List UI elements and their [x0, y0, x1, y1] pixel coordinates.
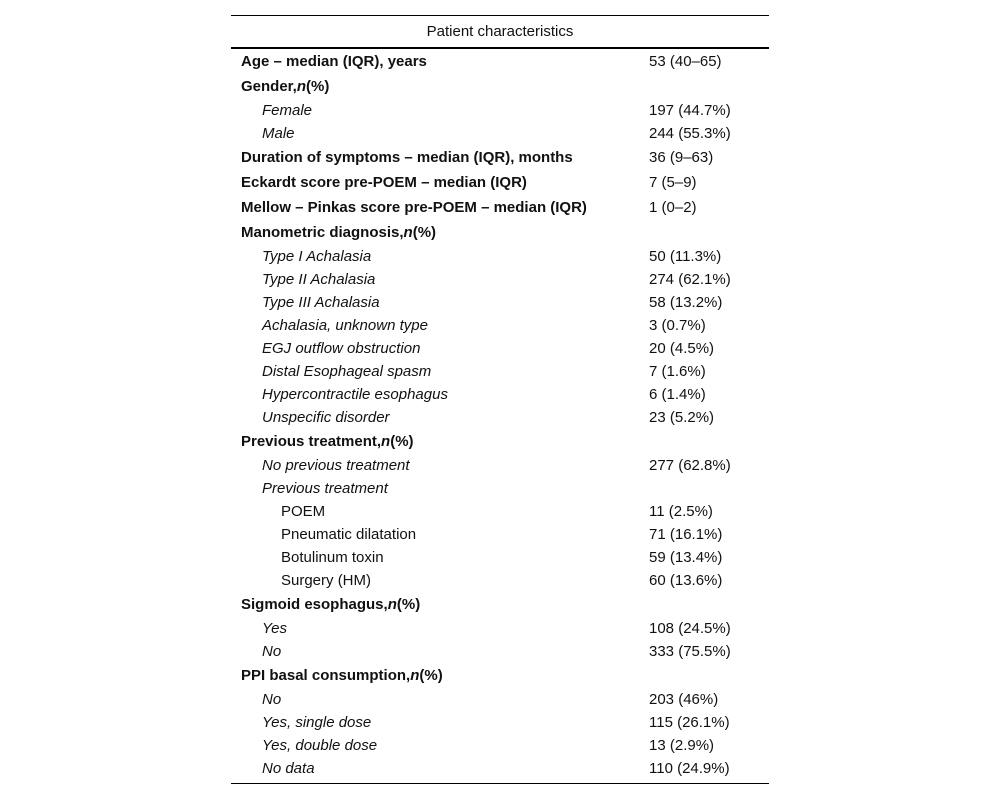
row-label: Type I Achalasia [262, 248, 372, 265]
row-label: No [262, 643, 282, 660]
row-label [231, 429, 649, 454]
row-value: 244 (55.3%) [649, 125, 731, 142]
table-row [231, 757, 769, 780]
table-row [231, 569, 769, 592]
row-value: 59 (13.4%) [649, 549, 723, 566]
row-label-suffix: (%) [396, 596, 421, 613]
row-value: 13 (2.9%) [649, 737, 715, 754]
row-label: Female [262, 102, 313, 119]
row-label-suffix: (%) [390, 433, 414, 450]
row-label: Age – median (IQR), years [241, 53, 427, 70]
row-label: POEM [281, 503, 326, 520]
table-row [231, 74, 769, 99]
row-label: EGJ outflow obstruction [262, 340, 421, 357]
table-row [231, 195, 769, 220]
row-value: 23 (5.2%) [649, 409, 715, 426]
row-label: Type III Achalasia [262, 294, 380, 311]
row-label: Mellow – Pinkas score pre-POEM – median (IQR) [241, 199, 587, 216]
table-row [231, 360, 769, 383]
table-caption: Patient characteristics [231, 16, 769, 49]
table-row [231, 314, 769, 337]
row-value [649, 592, 769, 617]
row-value: 53 (40–65) [649, 53, 722, 70]
table-row [231, 99, 769, 122]
row-value: 108 (24.5%) [649, 620, 731, 637]
row-label: Botulinum toxin [281, 549, 384, 566]
row-value: 36 (9–63) [649, 149, 714, 166]
row-label: Yes, single dose [262, 714, 372, 731]
row-value: 6 (1.4%) [649, 386, 706, 403]
row-label: Surgery (HM) [281, 572, 372, 589]
row-value: 11 (2.5%) [649, 503, 713, 520]
table-row [231, 291, 769, 314]
row-label-n: n [381, 433, 391, 450]
table-row [231, 429, 769, 454]
row-value: 1 (0–2) [649, 199, 697, 216]
row-label-suffix: (%) [306, 78, 330, 95]
row-value: 110 (24.9%) [649, 760, 730, 777]
row-label: No data [262, 760, 315, 777]
table-row [231, 500, 769, 523]
table-row [231, 640, 769, 663]
table-row [231, 523, 769, 546]
table-rows [231, 49, 769, 780]
row-value [649, 477, 769, 500]
row-label: Achalasia, unknown type [262, 317, 428, 334]
table-row [231, 406, 769, 429]
row-value: 60 (13.6%) [649, 572, 723, 589]
row-value: 3 (0.7%) [649, 317, 706, 334]
row-label-text: Gender, [241, 78, 297, 95]
row-label: Male [262, 125, 295, 142]
table-row [231, 617, 769, 640]
row-value: 58 (13.2%) [649, 294, 723, 311]
row-label [231, 592, 649, 617]
table-row [231, 546, 769, 569]
row-value: 203 (46%) [649, 691, 719, 708]
row-label-n: n [387, 596, 397, 613]
table-row [231, 245, 769, 268]
table-row [231, 663, 769, 688]
table-row [231, 383, 769, 406]
table-row [231, 337, 769, 360]
row-value [649, 429, 769, 454]
row-label: Duration of symptoms – median (IQR), months [241, 149, 573, 166]
row-value: 7 (1.6%) [649, 363, 706, 380]
row-label-text: Manometric diagnosis, [241, 224, 404, 241]
row-label: Hypercontractile esophagus [262, 386, 448, 403]
row-label: Unspecific disorder [262, 409, 390, 426]
row-value: 20 (4.5%) [649, 340, 715, 357]
row-label: Distal Esophageal spasm [262, 363, 432, 380]
row-value [649, 220, 769, 245]
row-label: No previous treatment [262, 457, 410, 474]
row-value: 333 (75.5%) [649, 643, 731, 660]
table-row [231, 477, 769, 500]
row-label [231, 663, 649, 688]
row-label: No [262, 691, 282, 708]
row-label-suffix: (%) [412, 224, 437, 241]
row-label [231, 74, 649, 99]
row-value [649, 663, 769, 688]
table-row [231, 711, 769, 734]
table-body [231, 49, 769, 780]
row-value: 71 (16.1%) [649, 526, 723, 543]
row-value: 197 (44.7%) [649, 102, 731, 119]
row-label: Yes [262, 620, 288, 637]
row-label-n: n [403, 224, 413, 241]
table-row [231, 220, 769, 245]
row-label-n: n [296, 78, 307, 95]
row-value [649, 74, 769, 99]
row-label-text: PPI basal consumption, [241, 667, 411, 684]
row-label-n: n [410, 667, 420, 684]
table-row [231, 122, 769, 145]
table-row [231, 49, 769, 74]
table-row [231, 268, 769, 291]
row-label-text: Sigmoid esophagus, [241, 596, 388, 613]
row-value: 274 (62.1%) [649, 271, 731, 288]
row-label: Eckardt score pre-POEM – median (IQR) [241, 174, 527, 191]
table-row [231, 170, 769, 195]
patient-characteristics-table [231, 15, 769, 784]
row-label-text: Previous treatment, [241, 433, 382, 450]
table-row [231, 688, 769, 711]
table-row [231, 454, 769, 477]
table-bottom-rule [231, 783, 769, 784]
row-value: 115 (26.1%) [649, 714, 730, 731]
table-row [231, 145, 769, 170]
row-label: Yes, double dose [262, 737, 378, 754]
row-value: 7 (5–9) [649, 174, 697, 191]
row-label [231, 220, 649, 245]
row-label-suffix: (%) [419, 667, 443, 684]
row-label: Previous treatment [262, 480, 388, 497]
table-row [231, 592, 769, 617]
row-value: 50 (11.3%) [649, 248, 722, 265]
row-label: Pneumatic dilatation [281, 526, 417, 543]
row-label: Type II Achalasia [262, 271, 376, 288]
table-row [231, 734, 769, 757]
row-value: 277 (62.8%) [649, 457, 731, 474]
